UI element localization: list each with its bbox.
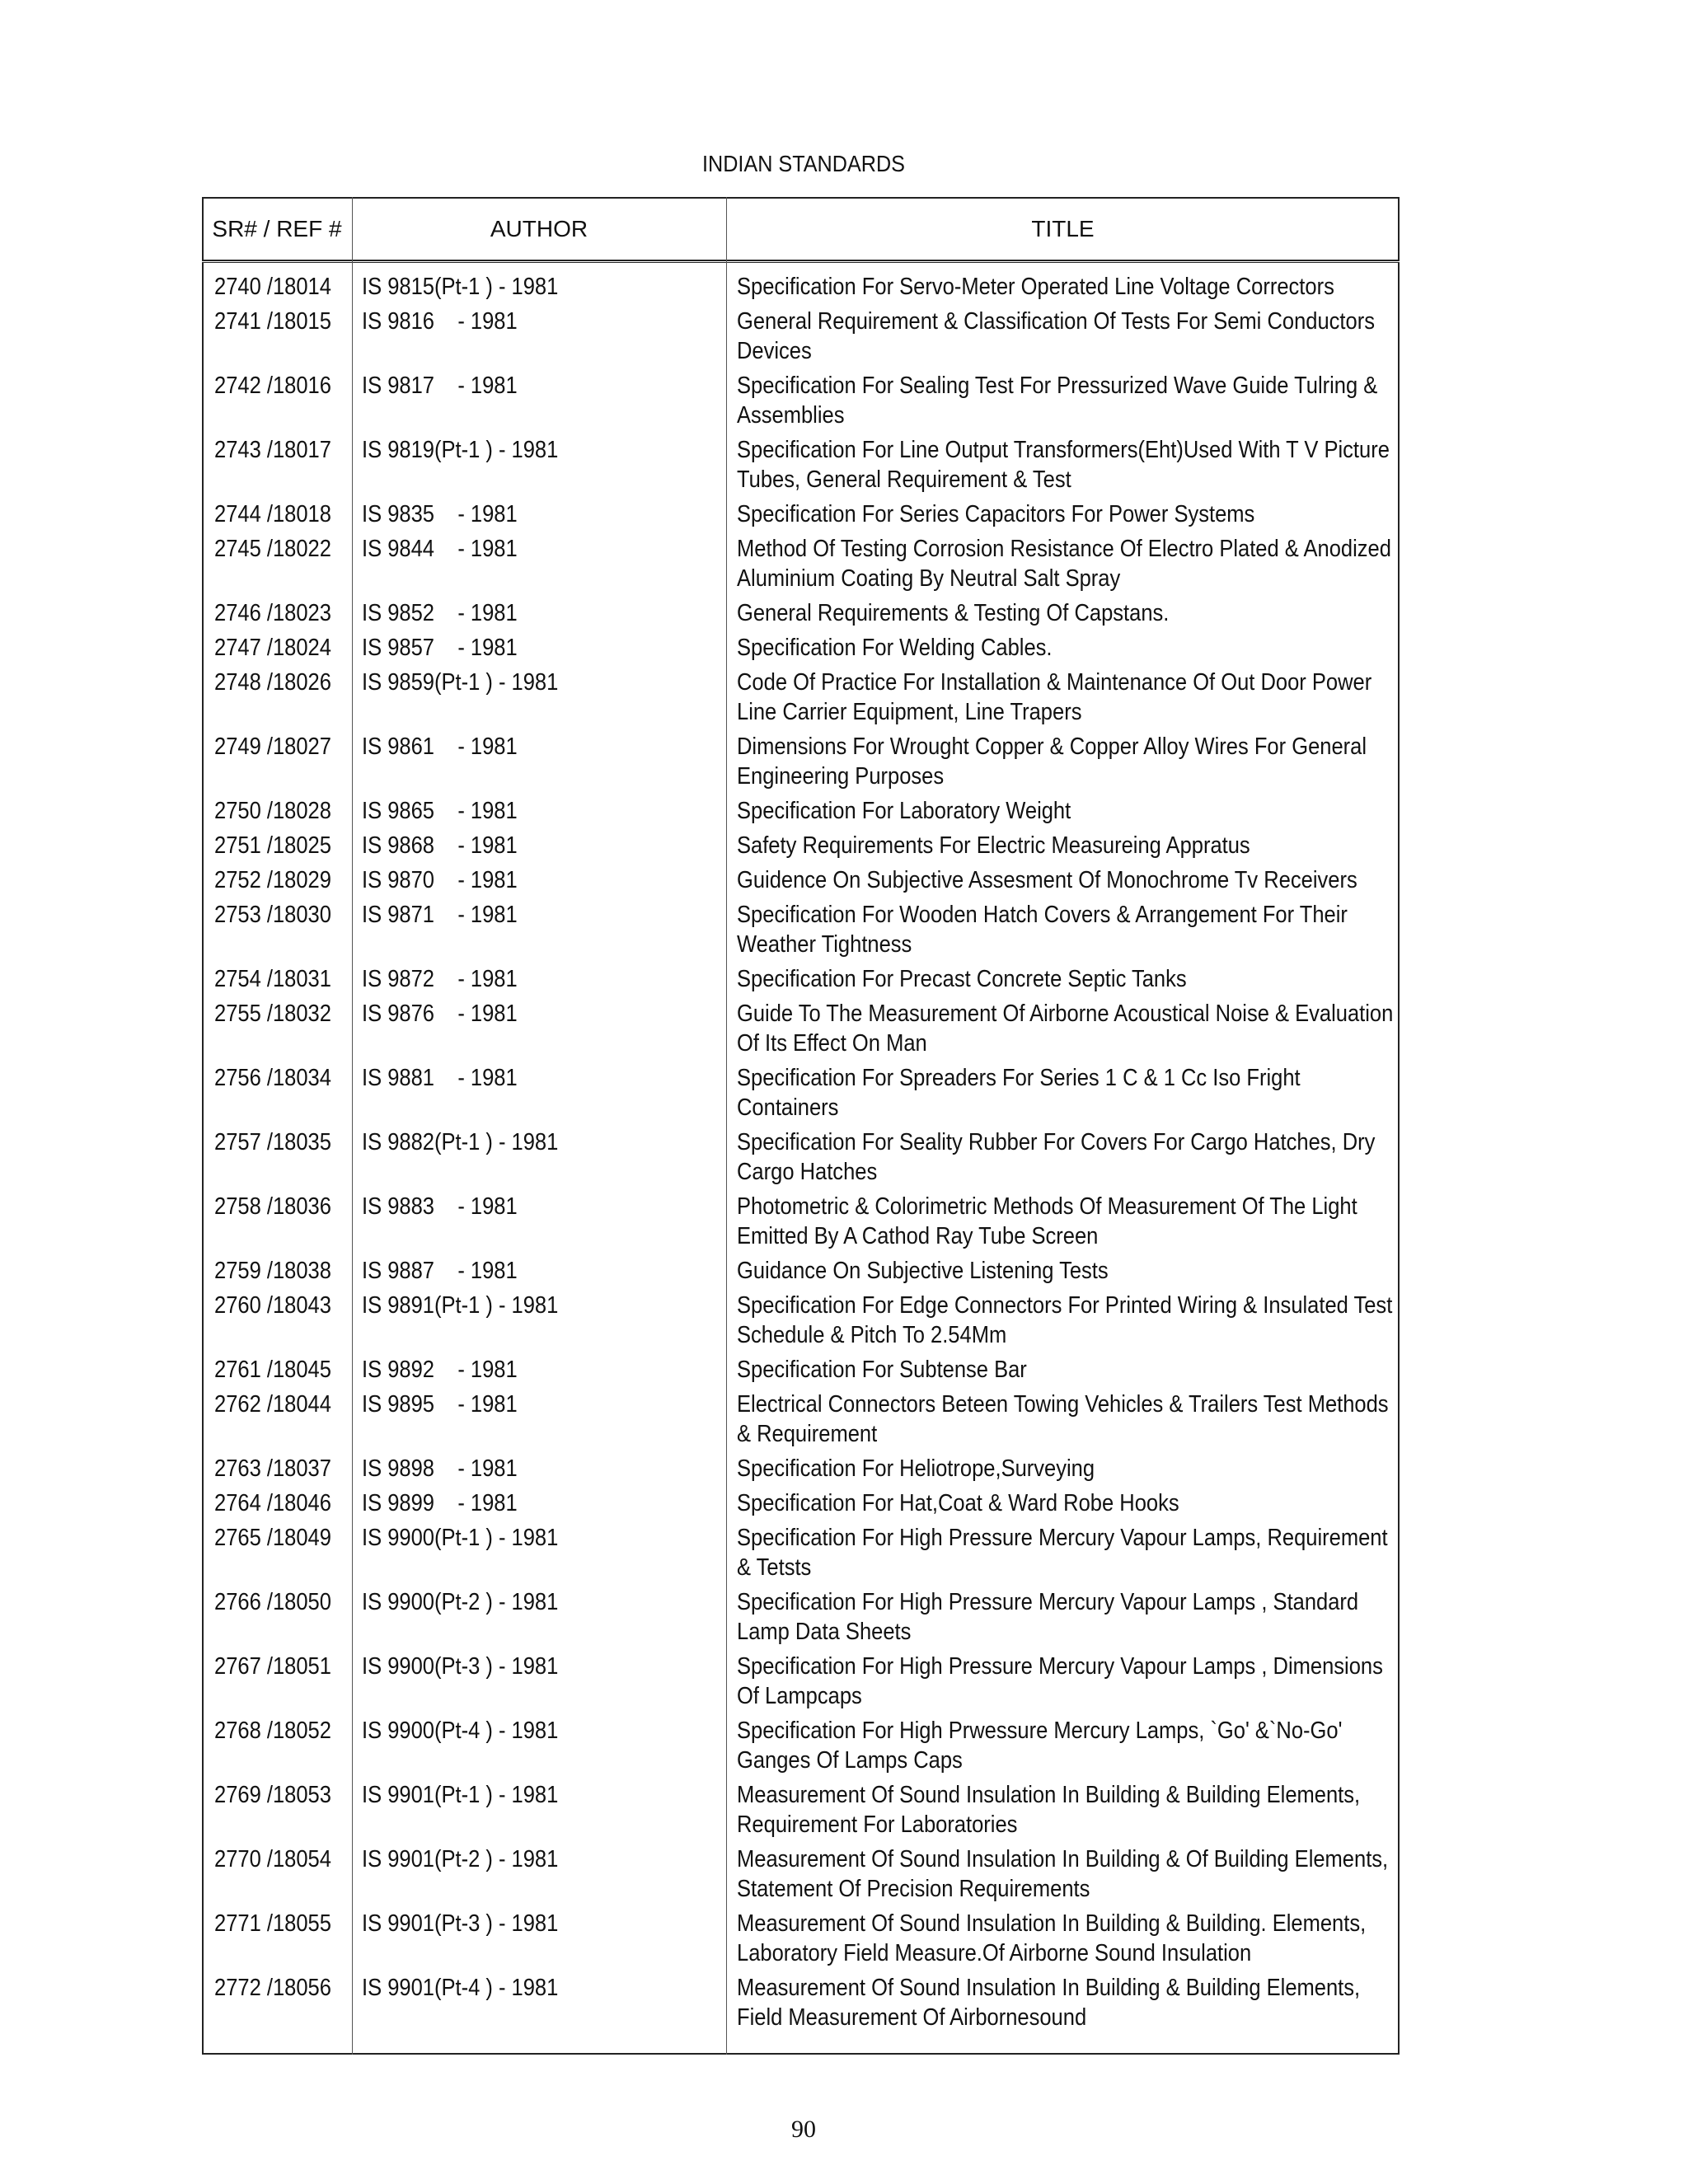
row-author: IS 9891(Pt-1 ) - 1981 <box>362 1292 559 1319</box>
row-ref: 2750 /18028 <box>214 798 331 824</box>
table-rows <box>202 272 1400 2037</box>
row-title-cell <box>726 1291 1400 1350</box>
row-title-cell <box>726 668 1400 727</box>
row-title: Guidence On Subjective Assesment Of Monochrome Tv Receivers <box>737 867 1357 893</box>
row-title: Specification For Heliotrope,Surveying <box>737 1455 1095 1482</box>
row-author-cell <box>352 1587 726 1647</box>
row-title-cell <box>726 499 1400 529</box>
table-row <box>202 371 1400 430</box>
row-ref: 2745 /18022 <box>214 536 331 562</box>
row-title-cell <box>726 1390 1400 1449</box>
row-author-cell <box>352 1909 726 1968</box>
page-title: INDIAN STANDARDS <box>702 151 905 176</box>
row-title-cell <box>726 435 1400 494</box>
row-title: Method Of Testing Corrosion Resistance Of Electro Plated & Anodized Aluminium Coating By Neutral Salt Spray <box>737 536 1391 592</box>
row-title: Specification For Precast Concrete Septic Tanks <box>737 966 1187 992</box>
row-author: IS 9876 - 1981 <box>362 1001 518 1027</box>
row-ref-cell <box>202 1454 352 1483</box>
table-row <box>202 732 1400 791</box>
row-author: IS 9900(Pt-1 ) - 1981 <box>362 1525 559 1551</box>
header-title: TITLE <box>1031 216 1095 241</box>
row-title: General Requirement & Classification Of Tests For Semi Conductors Devices <box>737 308 1375 364</box>
row-title-cell <box>726 1454 1400 1483</box>
row-author: IS 9865 - 1981 <box>362 798 518 824</box>
table-row <box>202 435 1400 494</box>
row-ref-cell <box>202 435 352 494</box>
row-title-cell <box>726 865 1400 895</box>
row-author: IS 9871 - 1981 <box>362 902 518 928</box>
table-row <box>202 1063 1400 1122</box>
row-title: Specification For Wooden Hatch Covers & Arrangement For Their Weather Tightness <box>737 902 1348 958</box>
row-author: IS 9901(Pt-3 ) - 1981 <box>362 1910 559 1937</box>
row-title: Safety Requirements For Electric Measureing Appratus <box>737 832 1250 859</box>
row-ref-cell <box>202 1127 352 1187</box>
header-author: AUTHOR <box>490 216 588 241</box>
row-title: Specification For Subtense Bar <box>737 1357 1027 1383</box>
row-ref-cell <box>202 534 352 593</box>
row-author-cell <box>352 999 726 1058</box>
row-author-cell <box>352 732 726 791</box>
row-title: Measurement Of Sound Insulation In Building & Building Elements, Field Measurement Of Airbornesound <box>737 1975 1361 2031</box>
row-ref-cell <box>202 272 352 302</box>
row-ref-cell <box>202 1973 352 2032</box>
row-ref: 2770 /18054 <box>214 1846 331 1872</box>
table-row <box>202 1454 1400 1483</box>
row-title-cell <box>726 1652 1400 1711</box>
table-row <box>202 307 1400 366</box>
row-author: IS 9844 - 1981 <box>362 536 518 562</box>
row-ref-cell <box>202 1063 352 1122</box>
row-author-cell <box>352 1780 726 1840</box>
row-title-cell <box>726 900 1400 959</box>
row-ref: 2746 /18023 <box>214 600 331 626</box>
row-title: Specification For High Pressure Mercury Vapour Lamps, Requirement & Tetsts <box>737 1525 1388 1581</box>
row-ref-cell <box>202 831 352 860</box>
row-ref-cell <box>202 732 352 791</box>
row-author-cell <box>352 534 726 593</box>
table-row <box>202 964 1400 994</box>
row-title-cell <box>726 1127 1400 1187</box>
row-ref: 2747 /18024 <box>214 635 331 661</box>
row-author-cell <box>352 1454 726 1483</box>
row-author: IS 9852 - 1981 <box>362 600 518 626</box>
table-row <box>202 831 1400 860</box>
row-ref: 2755 /18032 <box>214 1001 331 1027</box>
row-author: IS 9895 - 1981 <box>362 1391 518 1418</box>
row-title: Specification For Series Capacitors For Power Systems <box>737 501 1255 527</box>
row-title-cell <box>726 1063 1400 1122</box>
table-row <box>202 900 1400 959</box>
table-row <box>202 1523 1400 1582</box>
row-title: Specification For Welding Cables. <box>737 635 1053 661</box>
row-author: IS 9881 - 1981 <box>362 1065 518 1091</box>
row-author-cell <box>352 371 726 430</box>
row-ref-cell <box>202 1587 352 1647</box>
row-title-cell <box>726 1488 1400 1518</box>
row-ref: 2765 /18049 <box>214 1525 331 1551</box>
row-title: Electrical Connectors Beteen Towing Vehicles & Trailers Test Methods & Requirement <box>737 1391 1389 1447</box>
row-author-cell <box>352 964 726 994</box>
row-author: IS 9900(Pt-3 ) - 1981 <box>362 1653 559 1680</box>
row-author: IS 9882(Pt-1 ) - 1981 <box>362 1129 559 1155</box>
table-row <box>202 1652 1400 1711</box>
row-ref-cell <box>202 633 352 663</box>
row-title-cell <box>726 1192 1400 1251</box>
table-row <box>202 668 1400 727</box>
row-ref: 2758 /18036 <box>214 1193 331 1220</box>
table-row <box>202 1256 1400 1286</box>
row-title: Specification For Spreaders For Series 1 C & 1 Cc Iso Fright Containers <box>737 1065 1301 1121</box>
row-title-cell <box>726 1844 1400 1904</box>
row-title: Specification For Hat,Coat & Ward Robe Hooks <box>737 1490 1179 1516</box>
row-author-cell <box>352 865 726 895</box>
row-title-cell <box>726 732 1400 791</box>
row-author-cell <box>352 1192 726 1251</box>
row-author-cell <box>352 1390 726 1449</box>
row-author-cell <box>352 796 726 826</box>
row-author: IS 9835 - 1981 <box>362 501 518 527</box>
row-author-cell <box>352 668 726 727</box>
table-row <box>202 499 1400 529</box>
row-author-cell <box>352 831 726 860</box>
table-row <box>202 999 1400 1058</box>
row-ref: 2748 /18026 <box>214 669 331 696</box>
row-title: Specification For Laboratory Weight <box>737 798 1071 824</box>
row-ref: 2744 /18018 <box>214 501 331 527</box>
row-author: IS 9898 - 1981 <box>362 1455 518 1482</box>
row-ref: 2767 /18051 <box>214 1653 331 1680</box>
row-ref: 2757 /18035 <box>214 1129 331 1155</box>
row-ref-cell <box>202 1488 352 1518</box>
table-row <box>202 534 1400 593</box>
row-ref-cell <box>202 1844 352 1904</box>
row-ref: 2743 /18017 <box>214 437 331 463</box>
table-row <box>202 865 1400 895</box>
row-author-cell <box>352 1063 726 1122</box>
row-author-cell <box>352 1291 726 1350</box>
row-author-cell <box>352 1355 726 1385</box>
row-author-cell <box>352 1488 726 1518</box>
table-row <box>202 1192 1400 1251</box>
row-ref-cell <box>202 900 352 959</box>
row-author: IS 9817 - 1981 <box>362 373 518 399</box>
row-title-cell <box>726 1909 1400 1968</box>
row-title-cell <box>726 1355 1400 1385</box>
table-row <box>202 1780 1400 1840</box>
row-ref: 2769 /18053 <box>214 1782 331 1808</box>
row-ref-cell <box>202 1652 352 1711</box>
row-title: Guidance On Subjective Listening Tests <box>737 1258 1109 1284</box>
row-ref: 2771 /18055 <box>214 1910 331 1937</box>
row-ref-cell <box>202 865 352 895</box>
row-author: IS 9861 - 1981 <box>362 733 518 760</box>
row-title: Measurement Of Sound Insulation In Building & Building. Elements, Laboratory Field Measure.Of Airborne Sound Insulation <box>737 1910 1367 1966</box>
row-title-cell <box>726 1716 1400 1775</box>
row-title: Measurement Of Sound Insulation In Building & Building Elements, Requirement For Laboratories <box>737 1782 1361 1838</box>
table-row <box>202 1488 1400 1518</box>
row-author-cell <box>352 633 726 663</box>
row-author: IS 9901(Pt-2 ) - 1981 <box>362 1846 559 1872</box>
row-title-cell <box>726 1256 1400 1286</box>
row-title-cell <box>726 1587 1400 1647</box>
row-author: IS 9887 - 1981 <box>362 1258 518 1284</box>
table-row <box>202 272 1400 302</box>
row-title-cell <box>726 1780 1400 1840</box>
row-ref-cell <box>202 307 352 366</box>
row-ref-cell <box>202 1780 352 1840</box>
row-ref-cell <box>202 1355 352 1385</box>
row-title: Specification For Line Output Transformers(Eht)Used With T V Picture Tubes, General Requirement & Test <box>737 437 1390 493</box>
row-title-cell <box>726 999 1400 1058</box>
row-author-cell <box>352 1523 726 1582</box>
row-author-cell <box>352 1256 726 1286</box>
row-title-cell <box>726 796 1400 826</box>
row-title: Photometric & Colorimetric Methods Of Measurement Of The Light Emitted By A Cathod Ray Tube Screen <box>737 1193 1357 1249</box>
row-ref-cell <box>202 499 352 529</box>
row-ref: 2753 /18030 <box>214 902 331 928</box>
row-author-cell <box>352 1652 726 1711</box>
row-author: IS 9892 - 1981 <box>362 1357 518 1383</box>
row-ref-cell <box>202 1716 352 1775</box>
row-title: Code Of Practice For Installation & Maintenance Of Out Door Power Line Carrier Equipment, Line Trapers <box>737 669 1372 725</box>
row-author-cell <box>352 1973 726 2032</box>
row-title-cell <box>726 371 1400 430</box>
row-ref-cell <box>202 1909 352 1968</box>
table-row <box>202 1390 1400 1449</box>
row-ref: 2772 /18056 <box>214 1975 331 2001</box>
row-author: IS 9868 - 1981 <box>362 832 518 859</box>
row-title: Dimensions For Wrought Copper & Copper Alloy Wires For General Engineering Purposes <box>737 733 1367 790</box>
row-author-cell <box>352 435 726 494</box>
row-author: IS 9816 - 1981 <box>362 308 518 335</box>
row-title: Specification For High Prwessure Mercury Lamps, `Go' &`No-Go' Ganges Of Lamps Caps <box>737 1718 1343 1774</box>
row-title-cell <box>726 534 1400 593</box>
table-row <box>202 598 1400 628</box>
table-row <box>202 1587 1400 1647</box>
table-row <box>202 633 1400 663</box>
row-author-cell <box>352 900 726 959</box>
row-ref-cell <box>202 1192 352 1251</box>
table-row <box>202 1844 1400 1904</box>
row-title-cell <box>726 272 1400 302</box>
table-row <box>202 1973 1400 2032</box>
row-author-cell <box>352 1716 726 1775</box>
row-title: Specification For High Pressure Mercury Vapour Lamps , Standard Lamp Data Sheets <box>737 1589 1359 1645</box>
table-row <box>202 796 1400 826</box>
row-ref: 2740 /18014 <box>214 274 331 300</box>
row-author: IS 9901(Pt-4 ) - 1981 <box>362 1975 559 2001</box>
table-row <box>202 1909 1400 1968</box>
row-author-cell <box>352 272 726 302</box>
row-ref: 2766 /18050 <box>214 1589 331 1615</box>
row-ref-cell <box>202 371 352 430</box>
row-title-cell <box>726 307 1400 366</box>
row-author: IS 9815(Pt-1 ) - 1981 <box>362 274 559 300</box>
row-author: IS 9899 - 1981 <box>362 1490 518 1516</box>
row-author: IS 9900(Pt-2 ) - 1981 <box>362 1589 559 1615</box>
row-ref: 2760 /18043 <box>214 1292 331 1319</box>
row-ref: 2742 /18016 <box>214 373 331 399</box>
row-ref: 2749 /18027 <box>214 733 331 760</box>
row-title: Specification For Sealing Test For Pressurized Wave Guide Tulring & Assemblies <box>737 373 1378 429</box>
row-title: Specification For Edge Connectors For Printed Wiring & Insulated Test Schedule & Pitch To 2.54Mm <box>737 1292 1393 1348</box>
row-title: Guide To The Measurement Of Airborne Acoustical Noise & Evaluation Of Its Effect On Man <box>737 1001 1394 1057</box>
row-ref: 2761 /18045 <box>214 1357 331 1383</box>
row-title: General Requirements & Testing Of Capstans. <box>737 600 1170 626</box>
row-title-cell <box>726 1523 1400 1582</box>
row-author: IS 9870 - 1981 <box>362 867 518 893</box>
row-title-cell <box>726 633 1400 663</box>
row-title: Measurement Of Sound Insulation In Building & Of Building Elements, Statement Of Precision Requirements <box>737 1846 1389 1902</box>
header-ref: SR# / REF # <box>212 216 342 241</box>
row-ref: 2764 /18046 <box>214 1490 331 1516</box>
row-ref: 2754 /18031 <box>214 966 331 992</box>
page-number: 90 <box>791 2116 816 2143</box>
row-ref: 2762 /18044 <box>214 1391 331 1418</box>
row-title-cell <box>726 598 1400 628</box>
row-ref: 2756 /18034 <box>214 1065 331 1091</box>
row-ref-cell <box>202 1390 352 1449</box>
row-ref-cell <box>202 1291 352 1350</box>
row-title: Specification For Seality Rubber For Covers For Cargo Hatches, Dry Cargo Hatches <box>737 1129 1376 1185</box>
table-row <box>202 1355 1400 1385</box>
row-title: Specification For Servo-Meter Operated Line Voltage Correctors <box>737 274 1334 300</box>
row-ref-cell <box>202 964 352 994</box>
row-ref-cell <box>202 598 352 628</box>
row-ref: 2741 /18015 <box>214 308 331 335</box>
row-author: IS 9901(Pt-1 ) - 1981 <box>362 1782 559 1808</box>
row-author-cell <box>352 598 726 628</box>
row-ref-cell <box>202 796 352 826</box>
row-author-cell <box>352 1127 726 1187</box>
row-ref-cell <box>202 668 352 727</box>
row-author-cell <box>352 499 726 529</box>
table-row <box>202 1291 1400 1350</box>
row-ref: 2768 /18052 <box>214 1718 331 1744</box>
row-ref: 2752 /18029 <box>214 867 331 893</box>
row-author: IS 9857 - 1981 <box>362 635 518 661</box>
row-title-cell <box>726 831 1400 860</box>
row-author: IS 9900(Pt-4 ) - 1981 <box>362 1718 559 1744</box>
row-ref: 2763 /18037 <box>214 1455 331 1482</box>
row-title: Specification For High Pressure Mercury Vapour Lamps , Dimensions Of Lampcaps <box>737 1653 1383 1709</box>
row-author: IS 9872 - 1981 <box>362 966 518 992</box>
row-author: IS 9883 - 1981 <box>362 1193 518 1220</box>
row-ref: 2751 /18025 <box>214 832 331 859</box>
table-row <box>202 1716 1400 1775</box>
row-ref-cell <box>202 1256 352 1286</box>
row-ref-cell <box>202 1523 352 1582</box>
row-author: IS 9819(Pt-1 ) - 1981 <box>362 437 559 463</box>
row-title-cell <box>726 964 1400 994</box>
row-author-cell <box>352 307 726 366</box>
row-author-cell <box>352 1844 726 1904</box>
row-title-cell <box>726 1973 1400 2032</box>
row-author: IS 9859(Pt-1 ) - 1981 <box>362 669 559 696</box>
row-ref-cell <box>202 999 352 1058</box>
table-row <box>202 1127 1400 1187</box>
row-ref: 2759 /18038 <box>214 1258 331 1284</box>
